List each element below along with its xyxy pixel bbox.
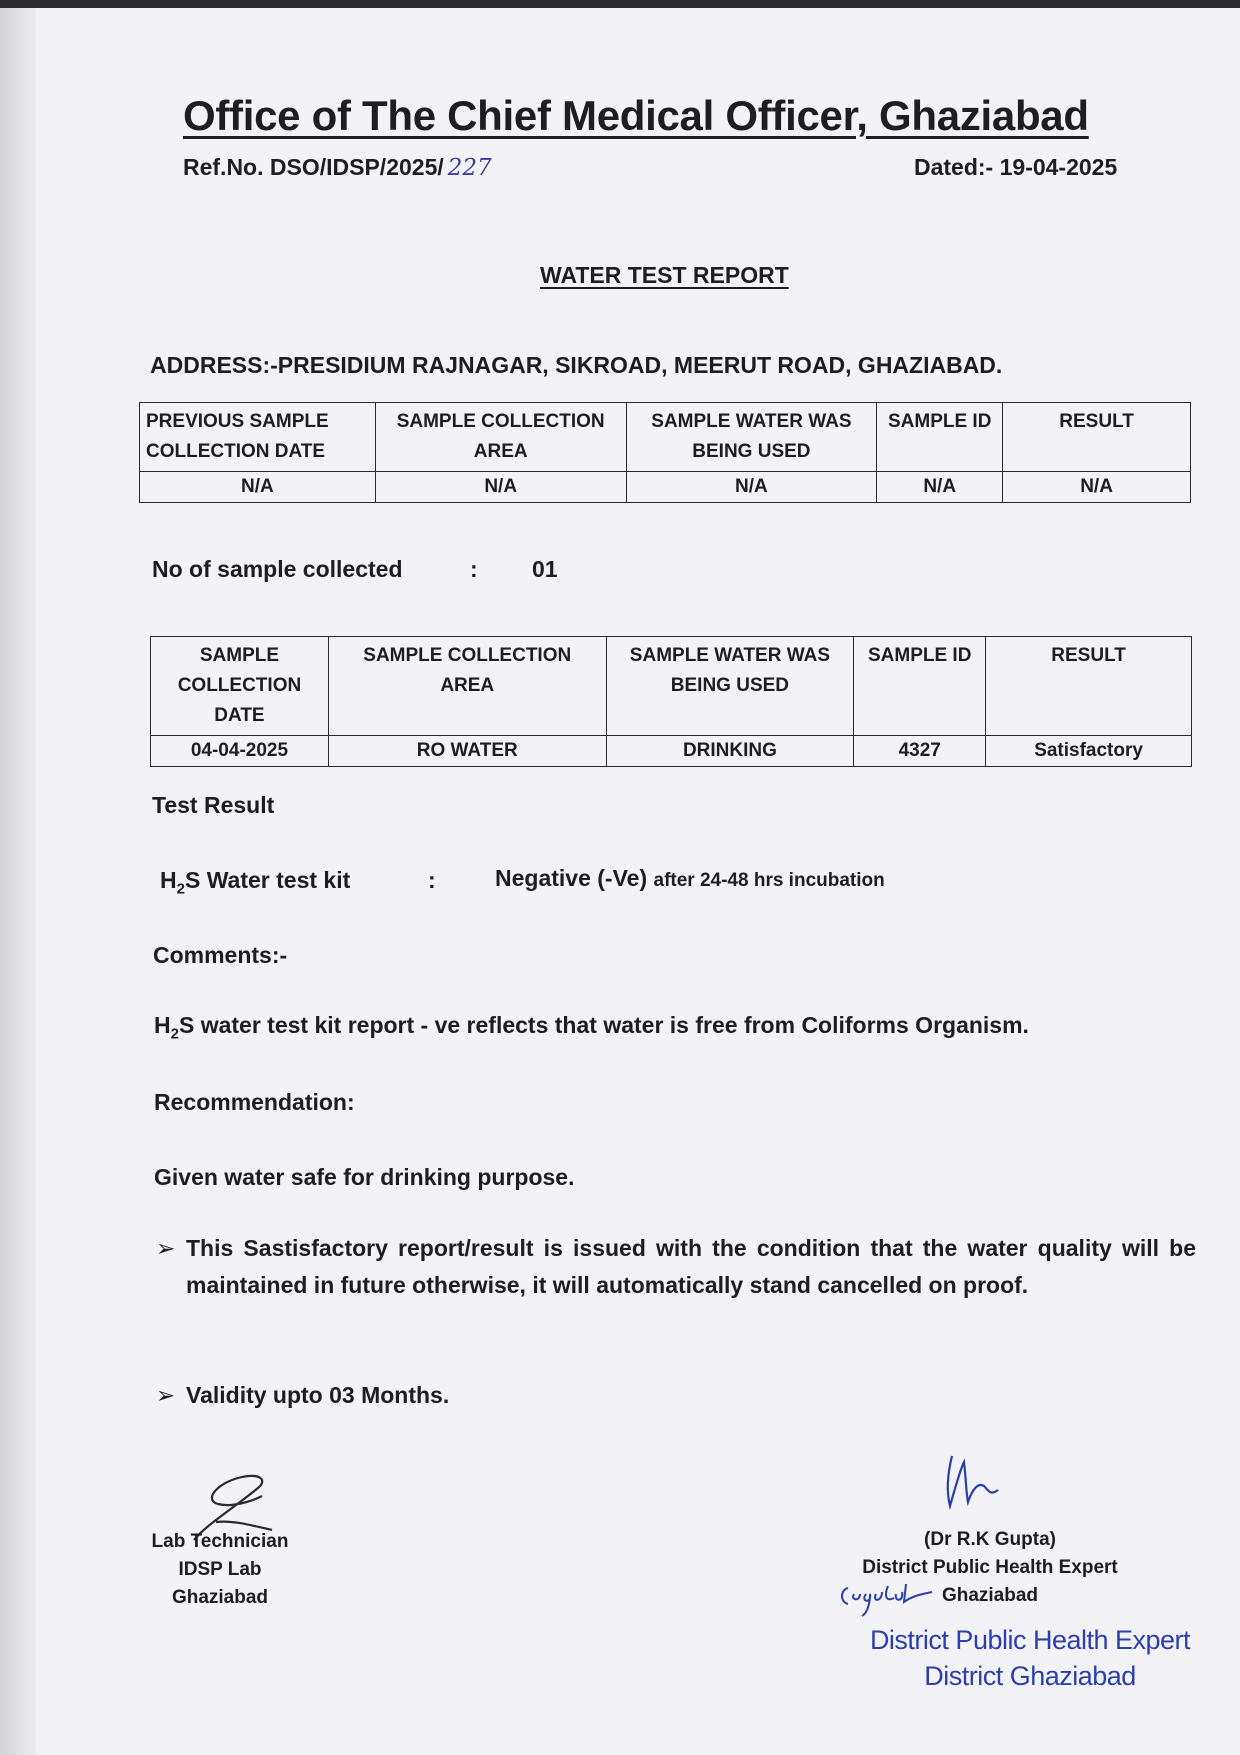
- officer-location: Ghaziabad: [941, 1585, 1039, 1606]
- comments-h: H: [154, 1012, 171, 1038]
- h2s-label-text: S Water test kit: [184, 867, 351, 893]
- table-header-cell: SAMPLE COLLECTION AREA: [328, 637, 606, 736]
- h2s-h: H: [160, 867, 177, 893]
- scan-edge: [0, 0, 36, 1755]
- validity-bullet: [156, 1377, 756, 1414]
- recommendation-text: Given water safe for drinking purpose.: [154, 1164, 575, 1190]
- officer-name: (Dr R.K Gupta): [924, 1529, 1056, 1550]
- issue-date: Dated:- 19-04-2025: [914, 154, 1118, 180]
- table-cell: RO WATER: [328, 736, 606, 767]
- table-header-row: [140, 403, 1191, 472]
- reference-number: [183, 154, 492, 181]
- table-header-row: [151, 637, 1192, 736]
- table-cell: 4327: [854, 736, 986, 767]
- test-result-heading: Test Result: [152, 792, 275, 818]
- table-header-cell: RESULT: [1003, 403, 1191, 472]
- table-cell: 04-04-2025: [151, 736, 329, 767]
- comments-heading: Comments:-: [153, 942, 288, 968]
- table-header-cell: RESULT: [986, 637, 1192, 736]
- stamp-line-2: District Ghaziabad: [924, 1661, 1136, 1691]
- scan-top-edge: [0, 0, 1240, 8]
- official-stamp: [860, 1622, 1200, 1694]
- samples-collected: [152, 556, 558, 583]
- h2s-result: [495, 865, 885, 892]
- report-title: WATER TEST REPORT: [540, 262, 789, 288]
- table-header-cell: SAMPLE COLLECTION DATE: [151, 637, 329, 736]
- bullet-arrow-icon: ➢: [156, 1235, 176, 1261]
- lab-location: Ghaziabad: [171, 1587, 269, 1608]
- samples-collected-colon: :: [470, 556, 478, 582]
- comments-body: S water test kit report - ve reflects that water is free from Coliforms Organism.: [178, 1012, 1029, 1038]
- comments-text: [154, 1012, 1029, 1043]
- h2s-colon: :: [428, 867, 436, 893]
- current-sample-table: [150, 636, 1192, 767]
- samples-collected-value: 01: [532, 556, 558, 582]
- table-header-cell: SAMPLE ID: [854, 637, 986, 736]
- table-cell: N/A: [375, 472, 626, 503]
- h2s-result-main: Negative (-Ve): [495, 865, 648, 891]
- comments-subscript: 2: [170, 1025, 179, 1043]
- recommendation-heading: Recommendation:: [154, 1089, 355, 1115]
- reference-label: Ref.No. DSO/IDSP/2025/: [183, 154, 444, 180]
- h2s-subscript: 2: [176, 880, 185, 898]
- table-cell: N/A: [140, 472, 376, 503]
- bullet-arrow-icon: ➢: [156, 1382, 176, 1408]
- lab-technician-block: [140, 1528, 300, 1612]
- initials-signature: [836, 1580, 936, 1620]
- h2s-result-note: after 24-48 hrs incubation: [653, 870, 885, 891]
- table-cell: N/A: [877, 472, 1003, 503]
- table-header-cell: SAMPLE WATER WAS BEING USED: [606, 637, 854, 736]
- table-cell: DRINKING: [606, 736, 854, 767]
- previous-sample-table: [139, 402, 1191, 503]
- samples-collected-label: No of sample collected: [152, 556, 403, 582]
- table-header-cell: SAMPLE COLLECTION AREA: [375, 403, 626, 472]
- table-header-cell: SAMPLE WATER WAS BEING USED: [626, 403, 877, 472]
- table-row: [140, 472, 1191, 503]
- office-title: Office of The Chief Medical Officer, Ghaziabad: [183, 92, 1089, 139]
- lab-technician-title: Lab Technician: [151, 1531, 289, 1552]
- officer-designation: District Public Health Expert: [862, 1557, 1118, 1578]
- reference-handwritten-number: 227: [447, 155, 492, 181]
- table-row: [151, 736, 1192, 767]
- table-header-cell: SAMPLE ID: [877, 403, 1003, 472]
- validity-text: Validity upto 03 Months.: [186, 1382, 450, 1408]
- table-header-cell: PREVIOUS SAMPLE COLLECTION DATE: [140, 403, 376, 472]
- stamp-line-1: District Public Health Expert: [869, 1625, 1191, 1655]
- officer-signature: [938, 1452, 1010, 1512]
- table-cell: N/A: [626, 472, 877, 503]
- sample-address: ADDRESS:-PRESIDIUM RAJNAGAR, SIKROAD, MEERUT ROAD, GHAZIABAD.: [150, 352, 1003, 378]
- lab-name: IDSP Lab: [178, 1559, 262, 1580]
- h2s-kit-label: [160, 867, 350, 898]
- table-cell: N/A: [1003, 472, 1191, 503]
- condition-bullet: [156, 1230, 1196, 1304]
- table-cell: Satisfactory: [986, 736, 1192, 767]
- condition-text: This Sastisfactory report/result is issued with the condition that the water quality will be maintained in future otherwise, it will automatically stand cancelled on proof.: [186, 1235, 1196, 1298]
